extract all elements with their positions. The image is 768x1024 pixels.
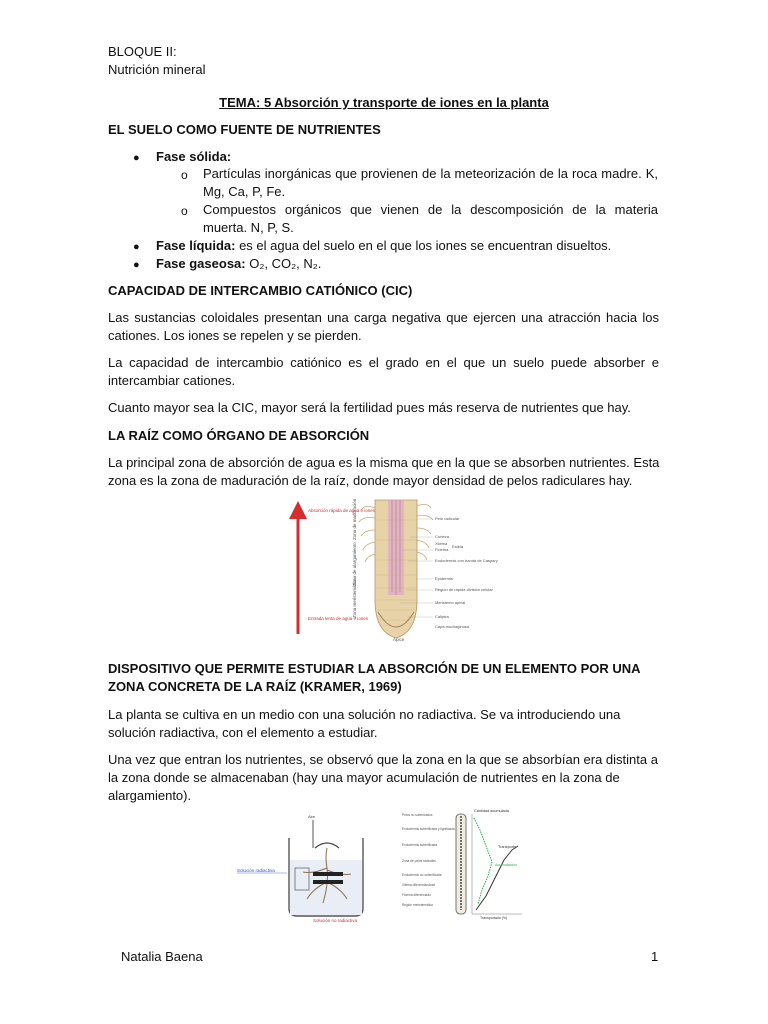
page-number: 1: [651, 949, 659, 964]
acumulacion-curve: [474, 818, 492, 904]
zone-label: Endodermis suberificada: [402, 843, 438, 847]
bullet-icon: ●: [133, 241, 140, 253]
fase-liquida-label: Fase líquida:: [156, 238, 236, 253]
radioactive-band-2: [313, 880, 343, 884]
nonradioactive-label: Solución no radiactiva: [313, 918, 358, 923]
accumulation-figure: [400, 806, 525, 921]
heading-suelo: EL SUELO COMO FUENTE DE NUTRIENTES: [108, 122, 381, 137]
cic-paragraph-3: Cuanto mayor sea la CIC, mayor será la fertilidad pues más reserva de nutrientes que hay.: [108, 400, 631, 415]
heading-kramer: DISPOSITIVO QUE PERMITE ESTUDIAR LA ABSORCIÓN DE UN ELEMENTO POR UNA ZONA CONCRETA DE LA RAÍZ (KRAMER, 1969): [108, 661, 641, 694]
label-xilema: Xilema: [435, 541, 448, 546]
header-subject: Nutrición mineral: [108, 62, 206, 77]
zone-maduracion-label: Zona de maduración: [352, 498, 357, 540]
zone-labels: [402, 813, 455, 907]
fase-gaseosa-label: Fase gaseosa:: [156, 256, 246, 271]
solida-sub-1: Partículas inorgánicas que provienen de la meteorización de la roca madre. K, Mg, Ca, P, Fe.: [203, 166, 658, 199]
zone-label: Pelos no suberizados: [402, 813, 433, 817]
kramer-paragraph-2: Una vez que entran los nutrientes, se observó que la zona en la que se absorbían era distinta a la zona donde se almacenaban (hay una mayor acumulación de nutrientes en la zona de alargamiento).: [108, 752, 658, 803]
cic-paragraph-1: Las sustancias coloidales presentan una carga negativa que ejercen una atracción hacia los cationes. Los iones se repelen y se pierden.: [108, 310, 659, 343]
apice-label: Ápice: [393, 637, 405, 642]
xaxis-label: Transportado (%): [480, 916, 508, 920]
fase-liquida-text: es el agua del suelo en el que los iones se encuentran disueltos.: [235, 238, 612, 253]
heading-raiz: LA RAÍZ COMO ÓRGANO DE ABSORCIÓN: [108, 428, 370, 443]
label-estela: Estela: [452, 544, 464, 549]
header-bloque: BLOQUE II:: [108, 44, 177, 59]
header-block: [108, 43, 206, 79]
arrow-bottom-label: Entrada lenta de agua e iones: [308, 616, 369, 621]
kramer-paragraph-1: La planta se cultiva en un medio con una solución no radiactiva. Se va introduciendo una solución radiactiva, con el elemento a estudiar.: [108, 707, 621, 740]
acumulacion-label: Acumulación: [495, 863, 517, 867]
label-capa: Capa mucilaginosa: [435, 624, 470, 629]
circle-bullet-icon: o: [181, 168, 188, 182]
zone-label: Floema diferenciado: [402, 893, 431, 897]
radioactive-label: Solución radiactiva: [237, 868, 275, 873]
fase-solida-label: Fase sólida:: [156, 149, 232, 164]
bullet-icon: ●: [133, 152, 140, 164]
arrow-top-label: Absorción rápida de agua e iones: [308, 508, 376, 513]
label-pelo: Pelo radicular: [435, 516, 460, 521]
zone-label: Endodermis suberificada y lignificada: [402, 827, 455, 831]
zone-label: Región meristemática: [402, 903, 433, 907]
circle-bullet-icon: o: [181, 204, 188, 218]
cic-paragraph-2: La capacidad de intercambio catiónico es el grado en el que un suelo puede absorber e intercambiar cationes.: [108, 355, 659, 388]
label-division: Región de rápida división celular: [435, 587, 493, 592]
root-zones-figure: [290, 498, 498, 642]
zone-label: Endodermis no suberificada: [402, 873, 442, 877]
solida-sub-2: Compuestos orgánicos que vienen de la descomposición de la materia muerta. N, P, S.: [203, 202, 658, 235]
zone-label: Zona de pelos radicales: [402, 859, 436, 863]
fase-liquida: [156, 237, 611, 255]
label-floema: Floema: [435, 547, 449, 552]
radioactive-band-1: [313, 872, 343, 876]
top-label: Cantidad acumulada: [474, 809, 509, 813]
transporte-curve: [476, 846, 518, 910]
heading-cic: CAPACIDAD DE INTERCAMBIO CATIÓNICO (CIC): [108, 283, 413, 298]
fase-gaseosa: [156, 255, 321, 273]
zone-label: Xilema diferenciándose: [402, 883, 436, 887]
label-meristemo: Meristemo apical: [435, 600, 466, 605]
topic-title: TEMA: 5 Absorción y transporte de iones en la planta: [219, 95, 549, 110]
transporte-label: Transporte: [498, 845, 517, 849]
label-endodermis: Endodermis con banda de Caspary: [435, 558, 498, 563]
bullet-icon: ●: [133, 259, 140, 271]
kramer-apparatus-figure: [235, 808, 385, 923]
plant-stem: [315, 843, 339, 848]
fase-gaseosa-text: O₂, CO₂, N₂.: [245, 256, 322, 271]
aire-label: Aire: [308, 814, 316, 819]
raiz-paragraph: La principal zona de absorción de agua es la misma que en la que se absorben nutrientes. Esta zona es la zona de maduración de la raíz, donde mayor densidad de pelos radiculares hay.: [108, 455, 660, 488]
label-corteza: Corteza: [435, 534, 450, 539]
zone-meristematica-label: Zona meristemática: [352, 578, 357, 618]
zone-alargamiento-label: Zona de alargamiento: [352, 542, 357, 586]
label-caliptra: Caliptra: [435, 614, 449, 619]
footer-author: Natalia Baena: [121, 949, 203, 964]
label-epidermis: Epidermis: [435, 576, 453, 581]
